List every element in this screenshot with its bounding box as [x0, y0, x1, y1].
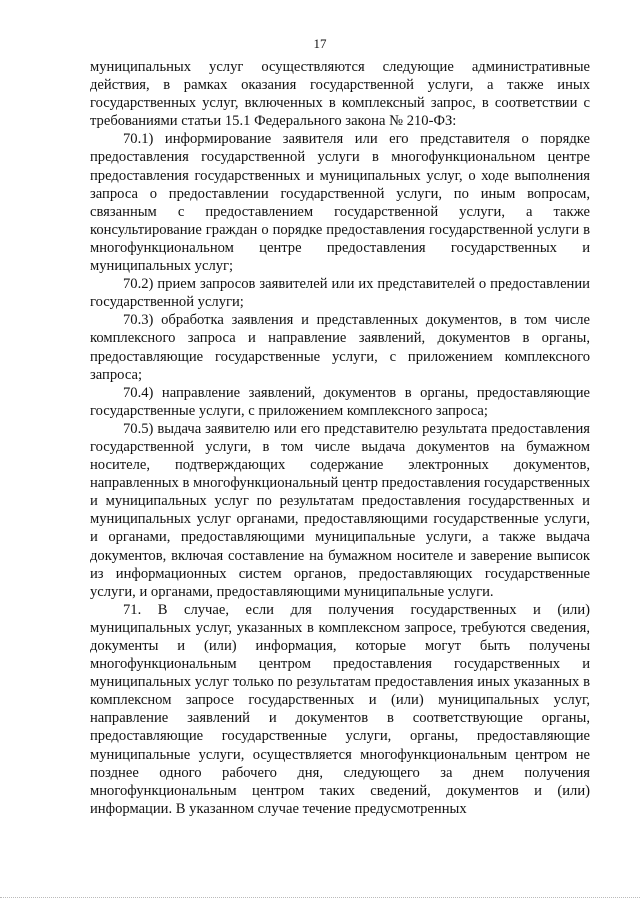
paragraph-70-5: 70.5) выдача заявителю или его представителю результата предоставления государственной услуги, в том числе выдача документов на бумажном носителе, подтверждающих содержание электронных документов, направленных в многофункциональный центр предоставления государственных и муниципальных услуг по результатам предоставления государственных и муниципальных услуг органами, предоставляющими государственные услуги, и органами, предоставляющими муниципальные услуги, а также выдача документов, включая составление на бумажном носителе и заверение выписок из информационных систем органов, предоставляющих государственные услуги, и органами, предоставляющими муниципальные услуги. [90, 420, 590, 600]
paragraph-continuation: муниципальных услуг осуществляются следующие административные действия, в рамках оказания государственной услуги, а также иных государственных услуг, включенных в комплексный запрос, в соответствии с требованиями статьи 15.1 Федерального закона № 210-ФЗ: [90, 59, 590, 130]
paragraph-70-3: 70.3) обработка заявления и представленных документов, в том числе комплексного запроса и направление заявлений, документов в органы, предоставляющие государственные услуги, с приложением комплексного запроса; [90, 312, 590, 383]
paragraph-70-1: 70.1) информирование заявителя или его представителя о порядке предоставления государственной услуги в многофункциональном центре предоставления государственных и муниципальных услуг, о ходе выполнения запроса о предоставлении государственной услуги, по иным вопросам, связанным с предоставлением государственной услуги, а также консультирование граждан о порядке предоставления государственной услуги в многофункциональном центре предоставления государственных и муниципальных услуг; [90, 131, 590, 275]
document-body [90, 58, 590, 818]
paragraph-71: 71. В случае, если для получения государственных и (или) муниципальных услуг, указанных в комплексном запросе, требуются сведения, документы и (или) информация, которые могут быть получены многофункциональным центром предоставления государственных и муниципальных услуг только по результатам предоставления иных указанных в комплексном запросе государственных и (или) муниципальных услуг, направление заявлений и документов в соответствующие органы, предоставляющие государственные услуги, органы, предоставляющие муниципальные услуги, осуществляется многофункциональным центром не позднее одного рабочего дня, следующего за днем получения многофункциональным центром таких сведений, документов и (или) информации. В указанном случае течение предусмотренных [90, 601, 590, 817]
paragraph-70-2: 70.2) прием запросов заявителей или их представителей о предоставлении государственной услуги; [90, 276, 590, 311]
page-number: 17 [313, 36, 327, 51]
paragraph-70-4: 70.4) направление заявлений, документов в органы, предоставляющие государственные услуги, с приложением комплексного запроса; [90, 384, 590, 419]
page-bottom-edge [0, 897, 640, 898]
